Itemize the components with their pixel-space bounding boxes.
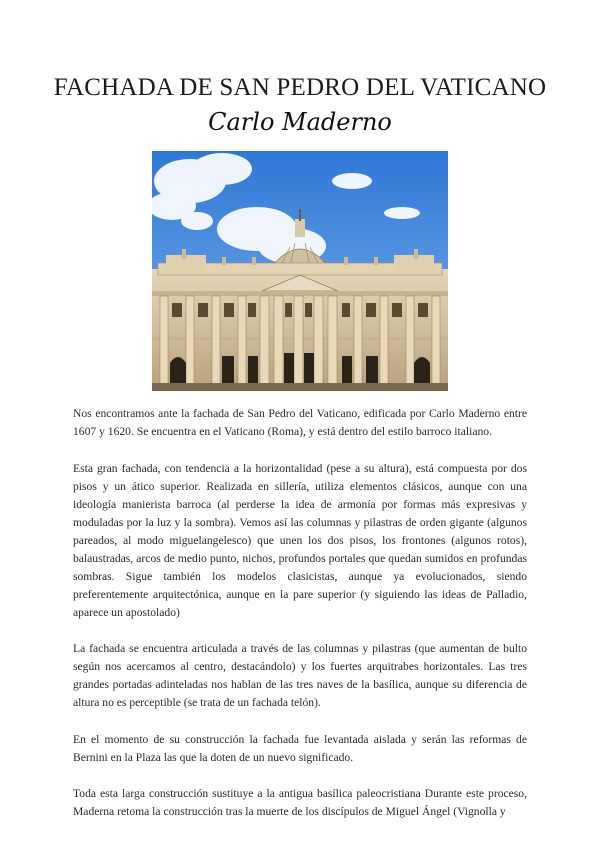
paragraph: La fachada se encuentra articulada a través de las columnas y pilastras (que aumentan de bulto según nos acercamos al centro, destacándolo) y los fuertes arquitrabes horizontales. Las tres grandes portadas adinteladas nos hablan de las tres naves de la basílica, aunque su diferencia de altura no es perceptible (se trata de un fachada telón). <box>73 642 527 709</box>
facade-photo <box>152 151 448 391</box>
author-subtitle: Carlo Maderno <box>208 108 392 136</box>
article-body <box>73 405 527 840</box>
page-title: FACHADA DE SAN PEDRO DEL VATICANO <box>53 74 547 101</box>
paragraph: En el momento de su construcción la fachada fue levantada aislada y serán las reformas de Bernini en la Plaza las que la doten de un nuevo significado. <box>73 732 527 764</box>
paragraph: Toda esta larga construcción sustituye a la antigua basílica paleocristiana Durante este proceso, Maderna retoma la construcción tras la muerte de los discípulos de Miguel Ángel (Vignolla y <box>73 787 527 818</box>
paragraph: Nos encontramos ante la fachada de San Pedro del Vaticano, edificada por Carlo Maderno entre 1607 y 1620. Se encuentra en el Vaticano (Roma), y está dentro del estilo barroco italiano. <box>73 407 527 438</box>
paragraph: Esta gran fachada, con tendencia a la horizontalidad (pese a su altura), está compuesta por dos pisos y un ático superior. Realizada en sillería, utiliza elementos clásicos, aunque con una ideología manierista barroca (al perderse la idea de armonía por formas más expresivas y moduladas por la luz y la sombra). Vemos así las columnas y pilastras de orden gigante (algunos pareados, al modo miguelangelesco) que unen los dos pisos, los frontones (algunos rotos), balaustradas, arcos de medio punto, nichos, profundos portales que quedan sumidos en profundas sombras. Sigue también los modelos clasicistas, aunque ya evolucionados, siendo preferentemente arquitectónica, aunque en la pare superior (y siguiendo las ideas de Palladio, aparece un apostolado) <box>73 461 527 619</box>
